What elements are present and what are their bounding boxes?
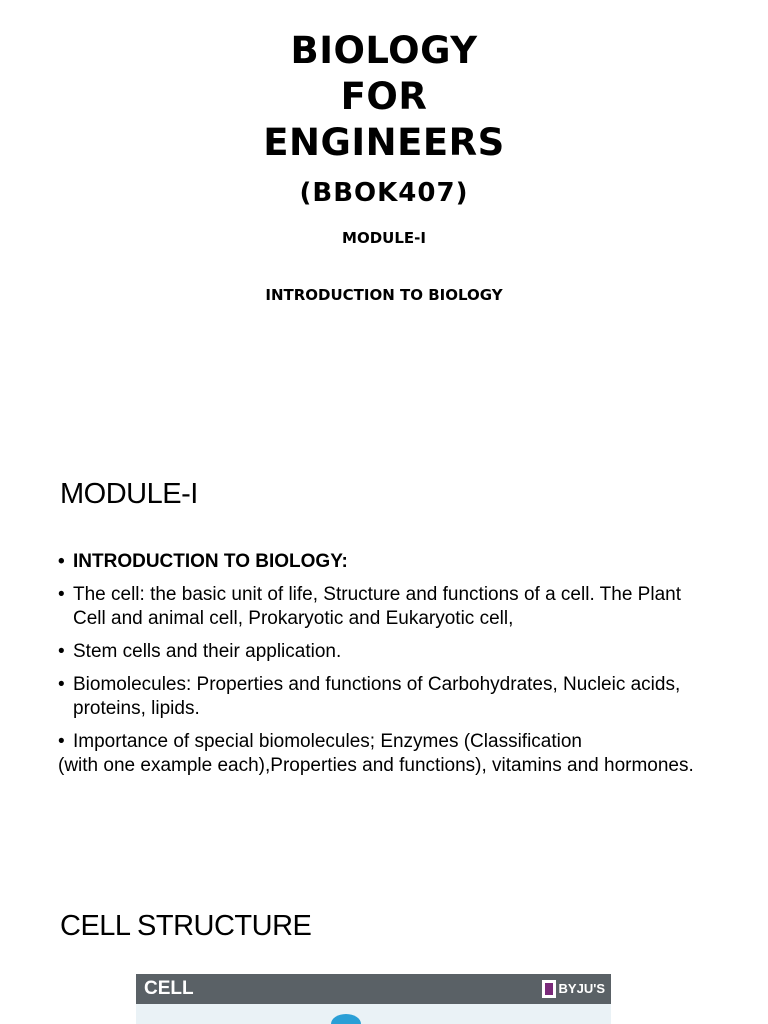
bullet-text: Biomolecules: Properties and functions of Carbohydrates, Nucleic acids, proteins, lipids.	[73, 674, 681, 719]
course-code: (BBOK407)	[299, 178, 469, 208]
cell-structure-slide	[0, 860, 768, 1024]
bullet-text: INTRODUCTION TO BIOLOGY:	[73, 551, 348, 572]
bullet-text: Stem cells and their application.	[73, 641, 342, 662]
bullet-item	[58, 730, 708, 754]
bullet-dot: •	[58, 674, 65, 695]
brand-logo	[542, 979, 605, 999]
bullet-list	[58, 550, 708, 778]
module-outline-slide	[0, 430, 768, 860]
bullet-item	[58, 673, 708, 721]
continuation-text: (with one example each),Properties and functions), vitamins and hormones.	[58, 755, 694, 776]
title-slide	[0, 0, 768, 430]
bullet-item	[58, 583, 708, 631]
bullet-dot: •	[58, 731, 65, 752]
module-label: MODULE-I	[342, 229, 426, 247]
cell-diagram-image	[136, 974, 611, 1024]
cell-illustration-top	[331, 1014, 361, 1024]
brand-name: BYJU'S	[558, 981, 605, 996]
slide-heading: MODULE-I	[60, 478, 198, 510]
subtitle: INTRODUCTION TO BIOLOGY	[265, 286, 503, 304]
bullet-text: The cell: the basic unit of life, Structure and functions of a cell. The Plant Cell and animal cell, Prokaryotic and Eukaryotic cell,	[73, 584, 681, 629]
title-line-3: ENGINEERS	[263, 121, 505, 164]
bullet-dot: •	[58, 551, 65, 572]
image-title: CELL	[144, 978, 194, 999]
bullet-dot: •	[58, 584, 65, 605]
bullet-text: Importance of special biomolecules; Enzymes (Classification	[73, 731, 582, 752]
title-line-2: FOR	[340, 75, 428, 118]
image-header-bar	[136, 974, 611, 1004]
title-line-1: BIOLOGY	[290, 29, 478, 72]
bullet-dot: •	[58, 641, 65, 662]
bullet-item	[58, 550, 708, 574]
bullet-item	[58, 640, 708, 664]
slide-heading: CELL STRUCTURE	[60, 910, 312, 942]
brand-logo-icon	[542, 980, 556, 998]
